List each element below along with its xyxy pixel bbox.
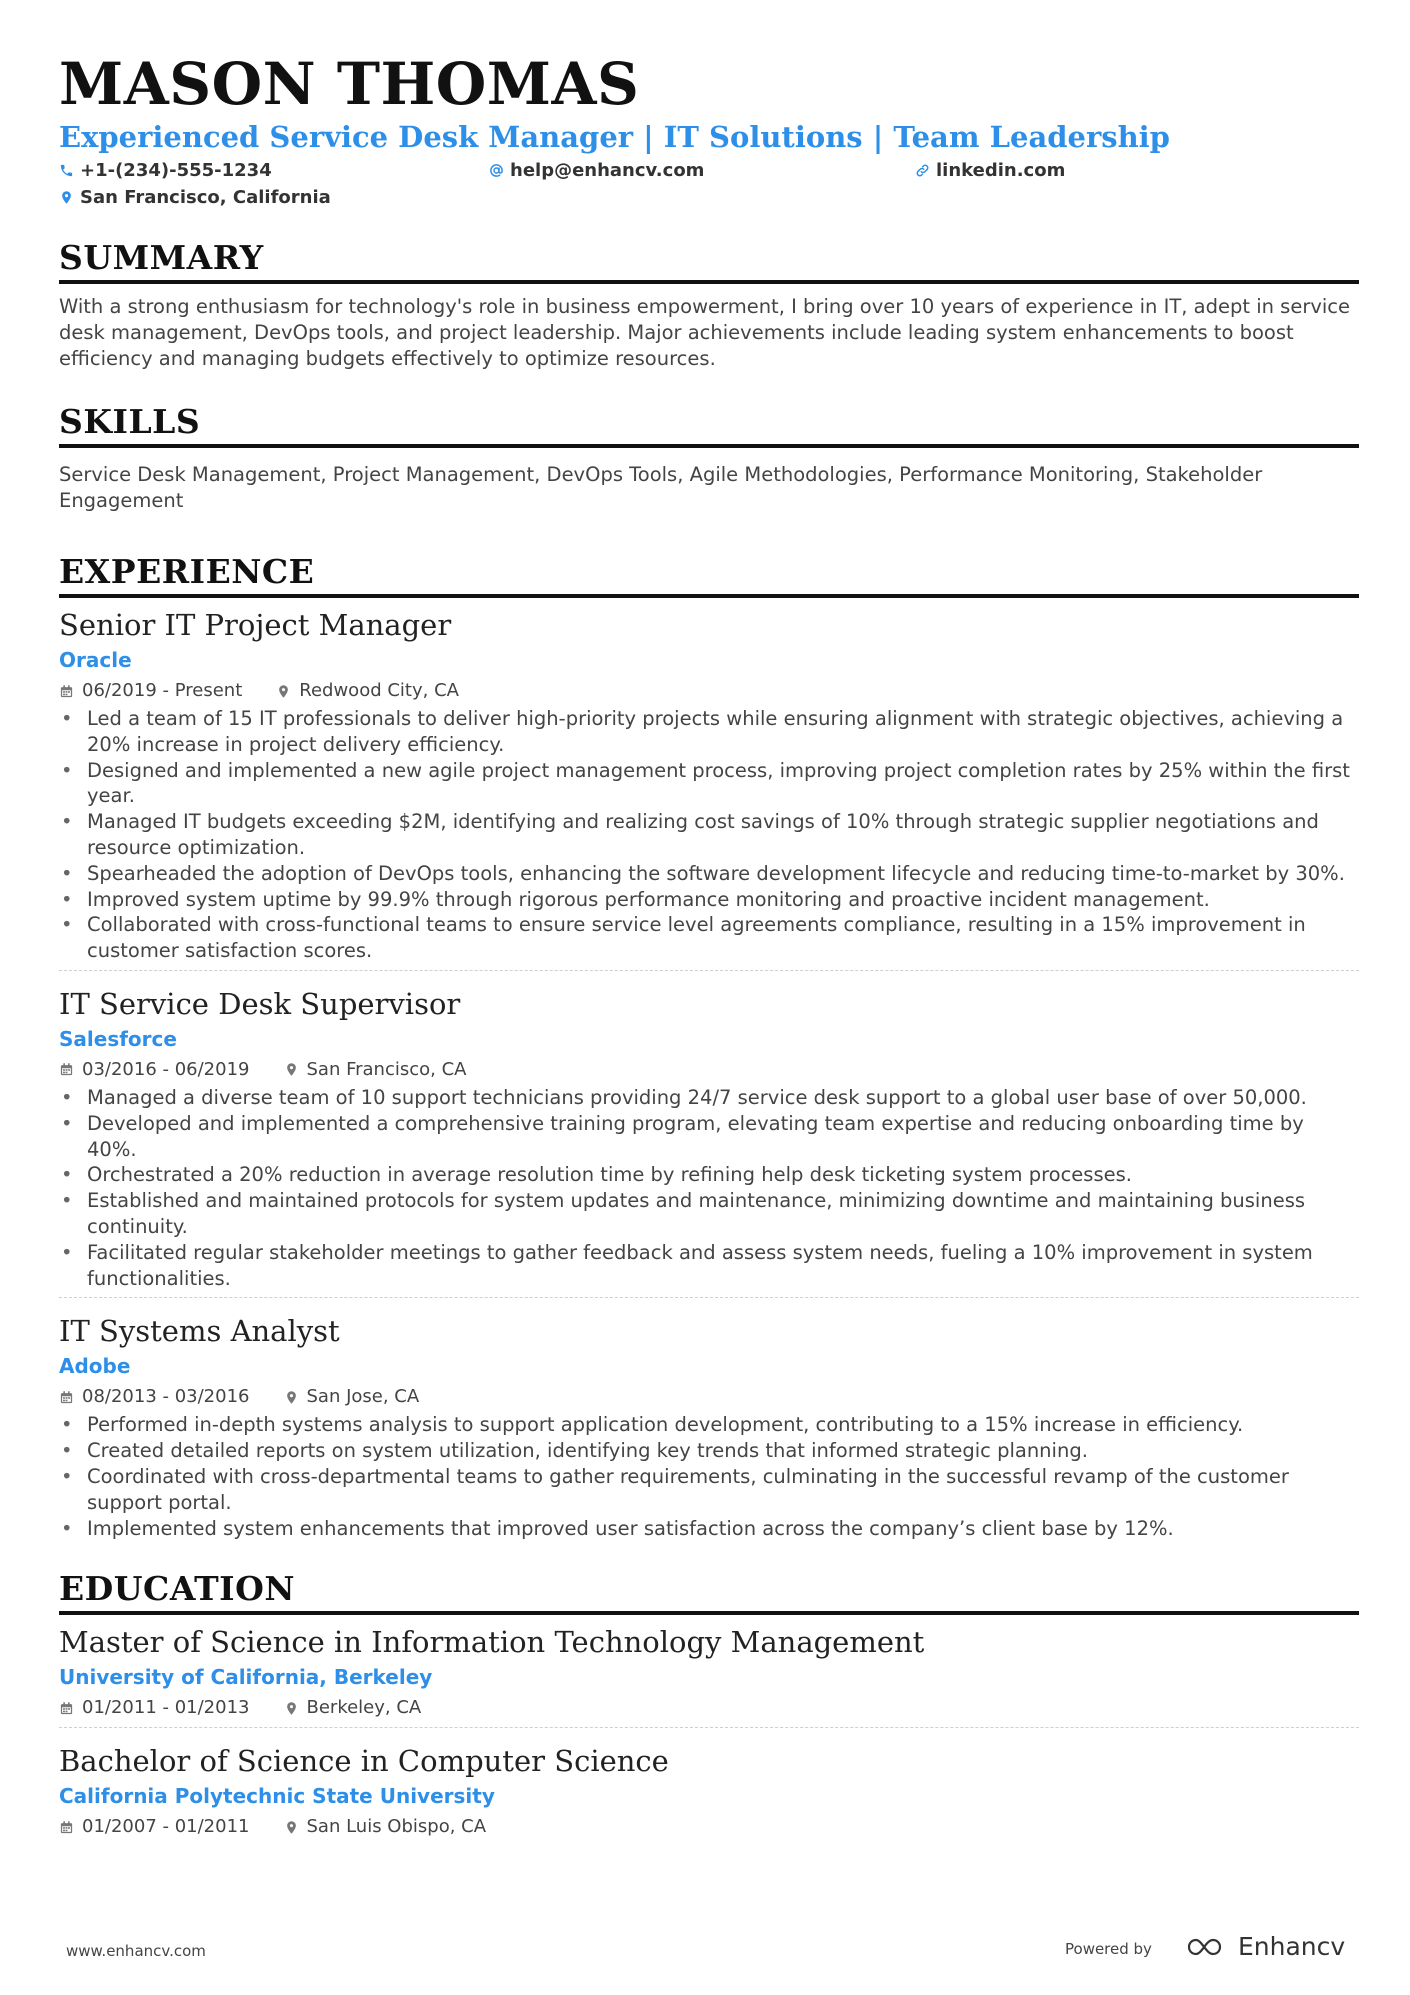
job-meta: [59, 678, 1359, 704]
candidate-headline: Experienced Service Desk Manager | IT Solutions | Team Leadership: [59, 120, 1170, 154]
bullet-item: • Managed a diverse team of 10 support technicians providing 24/7 service desk support to a global user base of over 50,000.: [59, 1085, 1359, 1111]
entry-divider: [59, 970, 1359, 971]
email-text: help@enhancv.com: [510, 160, 705, 181]
section-divider: [59, 1611, 1359, 1615]
job-title: IT Service Desk Supervisor: [59, 986, 461, 1021]
contact-location: [59, 187, 331, 208]
job-bullets: [59, 706, 1359, 964]
bullet-item: • Coordinated with cross-departmental teams to gather requirements, culminating in the successful revamp of the customer support portal.: [59, 1464, 1359, 1516]
job-bullets: [59, 1085, 1359, 1291]
job-dates: 03/2016 - 06/2019: [82, 1058, 250, 1080]
at-icon: [489, 163, 504, 178]
skills-section: [59, 402, 1359, 514]
bullet-item: • Orchestrated a 20% reduction in average resolution time by refining help desk ticketing system processes.: [59, 1162, 1359, 1188]
contact-phone[interactable]: [59, 160, 272, 181]
degree-title: Bachelor of Science in Computer Science: [59, 1744, 669, 1779]
link-icon: [915, 163, 930, 178]
experience-entry: [59, 606, 1359, 977]
bullet-item: • Led a team of 15 IT professionals to deliver high-priority projects while ensuring alignment with strategic objectives, achieving a 20% increase in project delivery efficiency.: [59, 706, 1359, 758]
section-title: SKILLS: [59, 402, 201, 441]
calendar-icon: [59, 1820, 74, 1835]
section-title: EDUCATION: [59, 1569, 296, 1609]
calendar-icon: [59, 1701, 74, 1716]
education-entry: [59, 1623, 1359, 1734]
calendar-icon: [59, 1062, 74, 1077]
bullet-item: • Established and maintained protocols for system updates and maintenance, minimizing downtime and maintaining business continuity.: [59, 1188, 1359, 1240]
location-pin-icon: [284, 1701, 299, 1716]
enhancv-logo-icon: [1186, 1936, 1230, 1958]
education-entry: [59, 1742, 1359, 1846]
summary-text: With a strong enthusiasm for technology's role in business empowerment, I bring over 10 years of experience in IT, adept in service desk management, DevOps tools, and project leadership. Major achievements include leading system enhancements to boost efficiency and managing budgets effectively to optimize resources.: [59, 295, 1351, 370]
job-location: Redwood City, CA: [299, 680, 459, 701]
calendar-icon: [59, 684, 74, 699]
job-dates: 08/2013 - 03/2016: [82, 1386, 250, 1408]
education-location: San Luis Obispo, CA: [306, 1816, 487, 1838]
job-dates: 06/2019 - Present: [82, 680, 243, 701]
location-text: San Francisco, California: [80, 187, 331, 208]
experience-entry: [59, 985, 1359, 1304]
location-pin-icon: [276, 684, 291, 699]
job-bullets: [59, 1412, 1359, 1541]
section-divider: [59, 444, 1359, 448]
location-pin-icon: [59, 190, 74, 205]
location-pin-icon: [284, 1390, 299, 1405]
job-meta: [59, 1384, 1359, 1410]
resume-header: [59, 52, 1359, 212]
brand-name: Enhancv: [1238, 1932, 1346, 1961]
section-title: EXPERIENCE: [59, 552, 315, 591]
linkedin-text: linkedin.com: [936, 160, 1066, 181]
education-location: Berkeley, CA: [306, 1697, 422, 1719]
summary-section: [59, 238, 1359, 372]
entry-divider: [59, 1297, 1359, 1298]
location-pin-icon: [284, 1062, 299, 1077]
education-section: [59, 1569, 1359, 1846]
education-dates: 01/2011 - 01/2013: [82, 1697, 250, 1719]
bullet-item: • Implemented system enhancements that improved user satisfaction across the company’s client base by 12%.: [59, 1516, 1359, 1542]
powered-by-label: Powered by: [1065, 1940, 1152, 1958]
school-name[interactable]: California Polytechnic State University: [59, 1784, 495, 1809]
degree-title: Master of Science in Information Technology Management: [59, 1625, 925, 1660]
bullet-item: • Designed and implemented a new agile project management process, improving project completion rates by 25% within the first year.: [59, 758, 1359, 810]
experience-entry: [59, 1312, 1359, 1547]
candidate-name: MASON THOMAS: [59, 50, 640, 118]
calendar-icon: [59, 1390, 74, 1405]
bullet-item: • Performed in-depth systems analysis to support application development, contributing to a 15% increase in efficiency.: [59, 1412, 1359, 1438]
skills-text: Service Desk Management, Project Management, DevOps Tools, Agile Methodologies, Performance Monitoring, Stakeholder Engagement: [59, 463, 1263, 512]
bullet-item: • Collaborated with cross-functional teams to ensure service level agreements compliance, resulting in a 15% improvement in customer satisfaction scores.: [59, 912, 1359, 964]
company-name[interactable]: Salesforce: [59, 1026, 177, 1051]
company-name[interactable]: Oracle: [59, 648, 132, 672]
experience-section: [59, 552, 1359, 1547]
bullet-item: • Improved system uptime by 99.9% through rigorous performance monitoring and proactive incident management.: [59, 887, 1359, 913]
footer-website[interactable]: www.enhancv.com: [66, 1942, 206, 1960]
section-divider: [59, 594, 1359, 598]
contact-linkedin[interactable]: [915, 160, 1065, 181]
bullet-item: • Spearheaded the adoption of DevOps tools, enhancing the software development lifecycle and reducing time-to-market by 30%.: [59, 861, 1359, 887]
location-pin-icon: [284, 1820, 299, 1835]
phone-icon: [59, 163, 74, 178]
entry-divider: [59, 1727, 1359, 1728]
education-meta: [59, 1814, 1359, 1840]
job-location: San Jose, CA: [306, 1386, 420, 1408]
bullet-item: • Developed and implemented a comprehensive training program, elevating team expertise and reducing onboarding time by 40%.: [59, 1111, 1359, 1163]
resume-page: [59, 52, 1359, 1846]
section-title: SUMMARY: [59, 238, 264, 277]
job-location: San Francisco, CA: [306, 1058, 467, 1080]
job-meta: [59, 1057, 1359, 1083]
bullet-item: • Managed IT budgets exceeding $2M, identifying and realizing cost savings of 10% through strategic supplier negotiations and resource optimization.: [59, 809, 1359, 861]
bullet-item: • Created detailed reports on system utilization, identifying key trends that informed strategic planning.: [59, 1438, 1359, 1464]
job-title: IT Systems Analyst: [59, 1314, 340, 1349]
school-name[interactable]: University of California, Berkeley: [59, 1665, 433, 1690]
job-title: Senior IT Project Manager: [59, 608, 452, 642]
phone-text: +1-(234)-555-1234: [80, 160, 272, 181]
brand-logo[interactable]: [1186, 1932, 1345, 1961]
company-name[interactable]: Adobe: [59, 1354, 131, 1379]
contact-info: [59, 160, 1359, 212]
education-dates: 01/2007 - 01/2011: [82, 1816, 250, 1838]
education-meta: [59, 1695, 1359, 1721]
bullet-item: • Facilitated regular stakeholder meetings to gather feedback and assess system needs, fueling a 10% improvement in system functionalities.: [59, 1240, 1359, 1292]
contact-email[interactable]: [489, 160, 704, 181]
section-divider: [59, 280, 1359, 284]
